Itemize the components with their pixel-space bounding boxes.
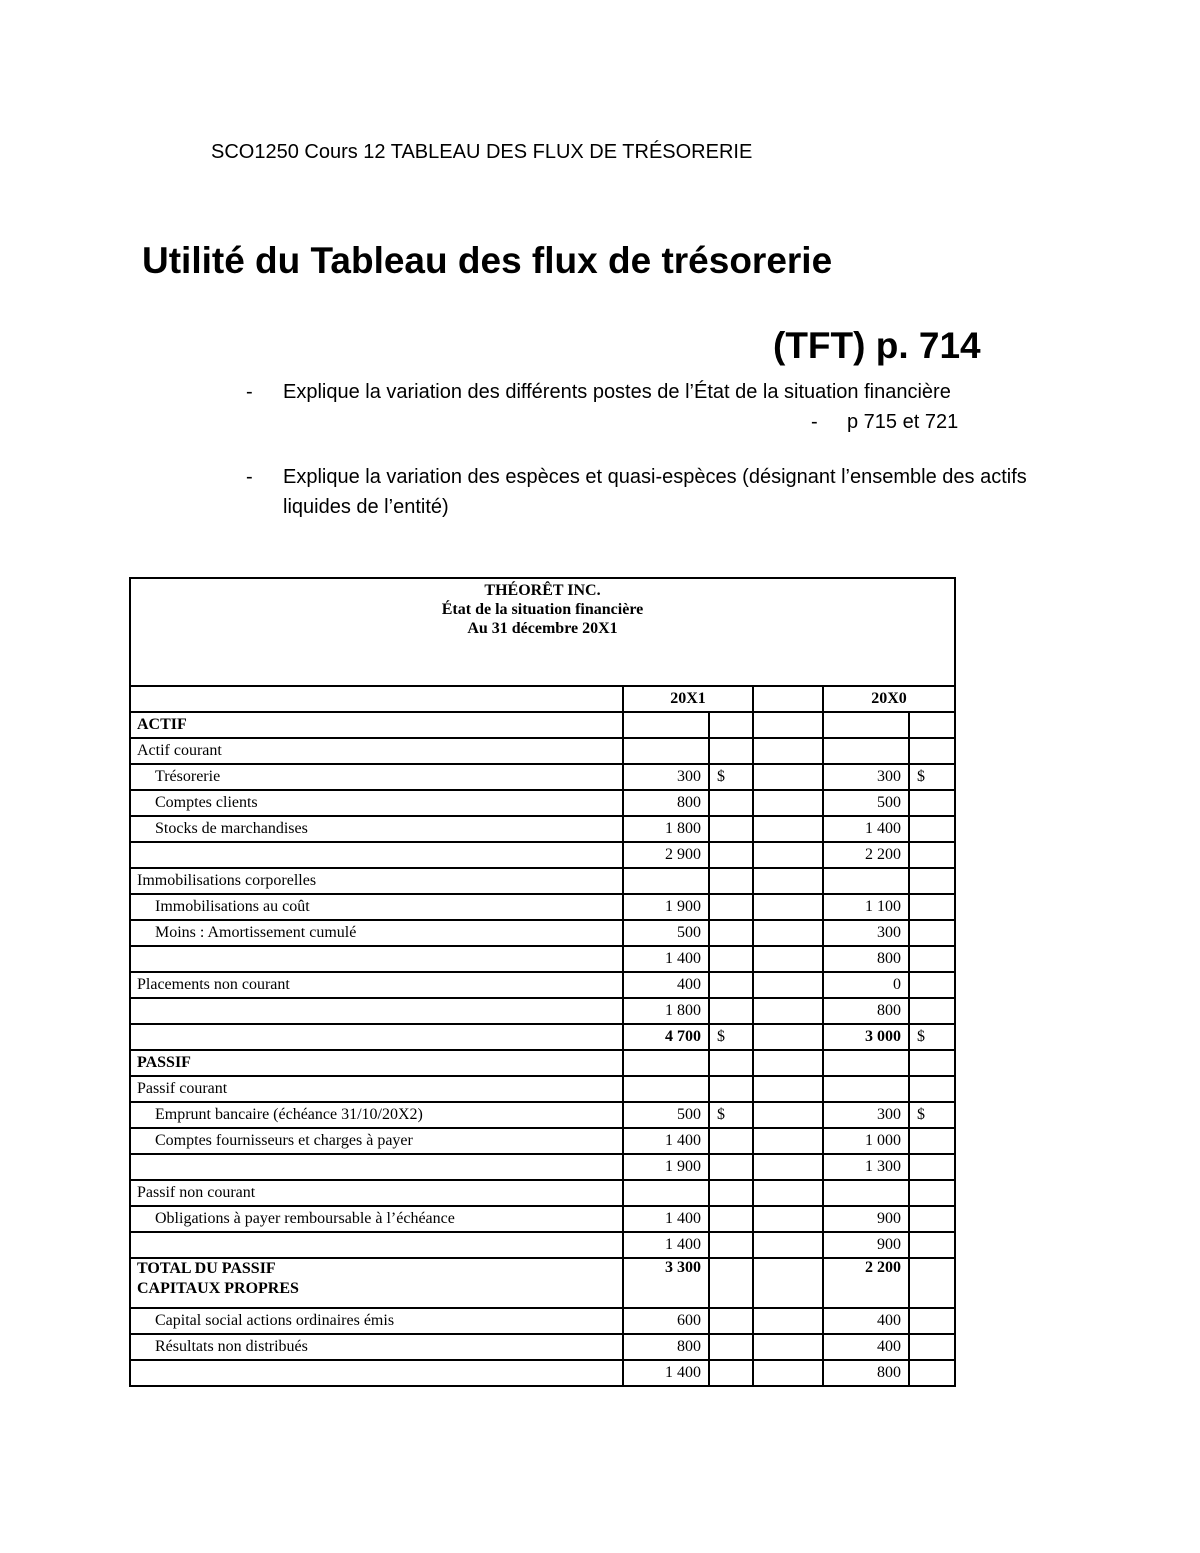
currency-20x0 xyxy=(909,920,955,946)
table-row xyxy=(130,1102,955,1128)
gap-cell xyxy=(753,1050,823,1076)
table-row xyxy=(130,1206,955,1232)
value-20x1 xyxy=(623,1180,709,1206)
currency-20x0 xyxy=(909,946,955,972)
row-label xyxy=(130,1232,623,1258)
value-20x0 xyxy=(823,868,909,894)
row-label: ACTIF xyxy=(130,712,623,738)
table-row xyxy=(130,1154,955,1180)
currency-20x1 xyxy=(709,1232,753,1258)
value-20x1: 800 xyxy=(623,790,709,816)
currency-20x0 xyxy=(909,1206,955,1232)
row-label: Passif courant xyxy=(130,1076,623,1102)
table-row xyxy=(130,1128,955,1154)
gap-cell xyxy=(753,1334,823,1360)
currency-20x0 xyxy=(909,1076,955,1102)
table-row xyxy=(130,998,955,1024)
table-row xyxy=(130,816,955,842)
gap-cell xyxy=(753,1232,823,1258)
bullet-dash: - xyxy=(246,381,253,403)
table-row xyxy=(130,1050,955,1076)
currency-20x1 xyxy=(709,1258,753,1308)
bullet-text: p 715 et 721 xyxy=(847,411,959,433)
gap-cell xyxy=(753,920,823,946)
value-20x1: 600 xyxy=(623,1308,709,1334)
row-label xyxy=(130,1024,623,1050)
statement-title xyxy=(130,578,955,686)
currency-20x1 xyxy=(709,1050,753,1076)
value-20x0: 1 100 xyxy=(823,894,909,920)
value-20x0: 2 200 xyxy=(823,1258,909,1308)
row-label: Comptes fournisseurs et charges à payer xyxy=(130,1128,623,1154)
row-label: Capital social actions ordinaires émis xyxy=(130,1308,623,1334)
table-row xyxy=(130,972,955,998)
currency-20x0 xyxy=(909,1308,955,1334)
table-row xyxy=(130,712,955,738)
currency-20x1 xyxy=(709,1360,753,1386)
currency-20x0 xyxy=(909,816,955,842)
currency-20x0 xyxy=(909,868,955,894)
value-20x1: 1 400 xyxy=(623,946,709,972)
gap-cell xyxy=(753,764,823,790)
table-row xyxy=(130,946,955,972)
value-20x1: 1 800 xyxy=(623,998,709,1024)
value-20x1: 1 800 xyxy=(623,816,709,842)
row-label: Emprunt bancaire (échéance 31/10/20X2) xyxy=(130,1102,623,1128)
table-row xyxy=(130,1258,955,1308)
gap-cell xyxy=(753,1206,823,1232)
value-20x1 xyxy=(623,1076,709,1102)
bullet-dash: - xyxy=(246,466,253,488)
row-label xyxy=(130,946,623,972)
row-label xyxy=(130,1360,623,1386)
value-20x1: 1 400 xyxy=(623,1206,709,1232)
currency-20x1 xyxy=(709,946,753,972)
table-row xyxy=(130,1180,955,1206)
gap-cell xyxy=(753,1128,823,1154)
row-label: Immobilisations corporelles xyxy=(130,868,623,894)
currency-20x1: $ xyxy=(709,1024,753,1050)
currency-20x0 xyxy=(909,1258,955,1308)
header-blank xyxy=(130,686,623,712)
value-20x1: 3 300 xyxy=(623,1258,709,1308)
value-20x0: 0 xyxy=(823,972,909,998)
currency-20x0 xyxy=(909,1154,955,1180)
value-20x0: 800 xyxy=(823,998,909,1024)
statement-name: État de la situation financière xyxy=(441,601,644,618)
currency-20x0 xyxy=(909,712,955,738)
table-row xyxy=(130,868,955,894)
gap-cell xyxy=(753,738,823,764)
currency-20x1 xyxy=(709,894,753,920)
value-20x1: 1 400 xyxy=(623,1232,709,1258)
currency-20x1 xyxy=(709,1076,753,1102)
currency-20x1 xyxy=(709,920,753,946)
value-20x1: 1 400 xyxy=(623,1128,709,1154)
table-row xyxy=(130,1360,955,1386)
row-label: Comptes clients xyxy=(130,790,623,816)
gap-cell xyxy=(753,842,823,868)
table-row xyxy=(130,920,955,946)
currency-20x1 xyxy=(709,868,753,894)
table-row xyxy=(130,764,955,790)
year-20x0-header: 20X0 xyxy=(823,686,955,712)
currency-20x1 xyxy=(709,1206,753,1232)
currency-20x1 xyxy=(709,1180,753,1206)
value-20x1: 800 xyxy=(623,1334,709,1360)
row-label-line: CAPITAUX PROPRES xyxy=(137,1280,299,1297)
tft-title: (TFT) p. 714 xyxy=(773,325,981,366)
currency-20x0: $ xyxy=(909,1102,955,1128)
row-label xyxy=(130,1258,623,1308)
currency-20x0 xyxy=(909,1334,955,1360)
row-label: Actif courant xyxy=(130,738,623,764)
table-row xyxy=(130,1308,955,1334)
currency-20x1 xyxy=(709,1308,753,1334)
bullet-text: Explique la variation des espèces et quasi-espèces (désignant l’ensemble des actifs liquides de l’entité) xyxy=(283,466,1027,518)
currency-20x0 xyxy=(909,1180,955,1206)
currency-20x1 xyxy=(709,842,753,868)
value-20x0: 400 xyxy=(823,1308,909,1334)
value-20x0: 800 xyxy=(823,946,909,972)
gap-cell xyxy=(753,790,823,816)
currency-20x1: $ xyxy=(709,764,753,790)
table-row xyxy=(130,1334,955,1360)
row-label: Obligations à payer remboursable à l’échéance xyxy=(130,1206,623,1232)
statement-date: Au 31 décembre 20X1 xyxy=(467,620,618,637)
value-20x0 xyxy=(823,1076,909,1102)
table-row xyxy=(130,842,955,868)
currency-20x1 xyxy=(709,790,753,816)
value-20x1: 400 xyxy=(623,972,709,998)
value-20x0 xyxy=(823,738,909,764)
gap-cell xyxy=(753,1180,823,1206)
currency-20x1: $ xyxy=(709,1102,753,1128)
table-row xyxy=(130,1024,955,1050)
header-line: SCO1250 Cours 12 TABLEAU DES FLUX DE TRÉSORERIE xyxy=(211,141,753,163)
currency-20x1 xyxy=(709,1128,753,1154)
value-20x1: 1 900 xyxy=(623,894,709,920)
gap-cell xyxy=(753,816,823,842)
value-20x0: 300 xyxy=(823,764,909,790)
value-20x0 xyxy=(823,1050,909,1076)
row-label: Résultats non distribués xyxy=(130,1334,623,1360)
value-20x0: 2 200 xyxy=(823,842,909,868)
value-20x0: 1 400 xyxy=(823,816,909,842)
row-label xyxy=(130,1154,623,1180)
value-20x1 xyxy=(623,868,709,894)
gap-cell xyxy=(753,686,823,712)
currency-20x0 xyxy=(909,1360,955,1386)
currency-20x0 xyxy=(909,1128,955,1154)
value-20x0: 900 xyxy=(823,1206,909,1232)
value-20x0: 3 000 xyxy=(823,1024,909,1050)
value-20x1: 4 700 xyxy=(623,1024,709,1050)
value-20x1 xyxy=(623,712,709,738)
value-20x0: 800 xyxy=(823,1360,909,1386)
row-label: Trésorerie xyxy=(130,764,623,790)
gap-cell xyxy=(753,1102,823,1128)
currency-20x0 xyxy=(909,790,955,816)
statement-title-row xyxy=(130,578,955,686)
value-20x1: 1 900 xyxy=(623,1154,709,1180)
row-label: Immobilisations au coût xyxy=(130,894,623,920)
gap-cell xyxy=(753,1076,823,1102)
value-20x0: 900 xyxy=(823,1232,909,1258)
value-20x0: 1 300 xyxy=(823,1154,909,1180)
row-label-line: TOTAL DU PASSIF xyxy=(137,1260,276,1277)
table-row xyxy=(130,894,955,920)
value-20x0 xyxy=(823,1180,909,1206)
row-label xyxy=(130,998,623,1024)
currency-20x1 xyxy=(709,998,753,1024)
currency-20x0 xyxy=(909,738,955,764)
value-20x0: 500 xyxy=(823,790,909,816)
gap-cell xyxy=(753,894,823,920)
table-row xyxy=(130,790,955,816)
table-row xyxy=(130,1232,955,1258)
gap-cell xyxy=(753,946,823,972)
main-title: Utilité du Tableau des flux de trésorerie xyxy=(142,240,833,281)
value-20x0: 300 xyxy=(823,1102,909,1128)
currency-20x0 xyxy=(909,972,955,998)
gap-cell xyxy=(753,1308,823,1334)
gap-cell xyxy=(753,868,823,894)
gap-cell xyxy=(753,712,823,738)
value-20x1: 1 400 xyxy=(623,1360,709,1386)
row-label: Passif non courant xyxy=(130,1180,623,1206)
value-20x1 xyxy=(623,1050,709,1076)
currency-20x0 xyxy=(909,894,955,920)
bullet-text: Explique la variation des différents postes de l’État de la situation financière xyxy=(283,381,951,403)
currency-20x1 xyxy=(709,1334,753,1360)
currency-20x1 xyxy=(709,738,753,764)
currency-20x0 xyxy=(909,1232,955,1258)
value-20x1: 300 xyxy=(623,764,709,790)
gap-cell xyxy=(753,1258,823,1308)
balance-sheet-table xyxy=(129,577,956,1387)
row-label: PASSIF xyxy=(130,1050,623,1076)
value-20x0: 300 xyxy=(823,920,909,946)
row-label: Moins : Amortissement cumulé xyxy=(130,920,623,946)
gap-cell xyxy=(753,972,823,998)
currency-20x0: $ xyxy=(909,1024,955,1050)
gap-cell xyxy=(753,1154,823,1180)
value-20x1 xyxy=(623,738,709,764)
value-20x0 xyxy=(823,712,909,738)
currency-20x1 xyxy=(709,1154,753,1180)
value-20x0: 400 xyxy=(823,1334,909,1360)
currency-20x1 xyxy=(709,712,753,738)
currency-20x1 xyxy=(709,972,753,998)
currency-20x0 xyxy=(909,1050,955,1076)
company-name: THÉORÊT INC. xyxy=(484,582,601,599)
currency-20x0: $ xyxy=(909,764,955,790)
currency-20x0 xyxy=(909,842,955,868)
year-header-row xyxy=(130,686,955,712)
table-row xyxy=(130,738,955,764)
gap-cell xyxy=(753,1360,823,1386)
row-label: Stocks de marchandises xyxy=(130,816,623,842)
row-label: Placements non courant xyxy=(130,972,623,998)
gap-cell xyxy=(753,1024,823,1050)
value-20x1: 500 xyxy=(623,1102,709,1128)
year-20x1-header: 20X1 xyxy=(623,686,753,712)
currency-20x1 xyxy=(709,816,753,842)
table-row xyxy=(130,1076,955,1102)
row-label xyxy=(130,842,623,868)
value-20x1: 2 900 xyxy=(623,842,709,868)
gap-cell xyxy=(753,998,823,1024)
value-20x0: 1 000 xyxy=(823,1128,909,1154)
currency-20x0 xyxy=(909,998,955,1024)
bullet-dash: - xyxy=(811,411,818,433)
value-20x1: 500 xyxy=(623,920,709,946)
